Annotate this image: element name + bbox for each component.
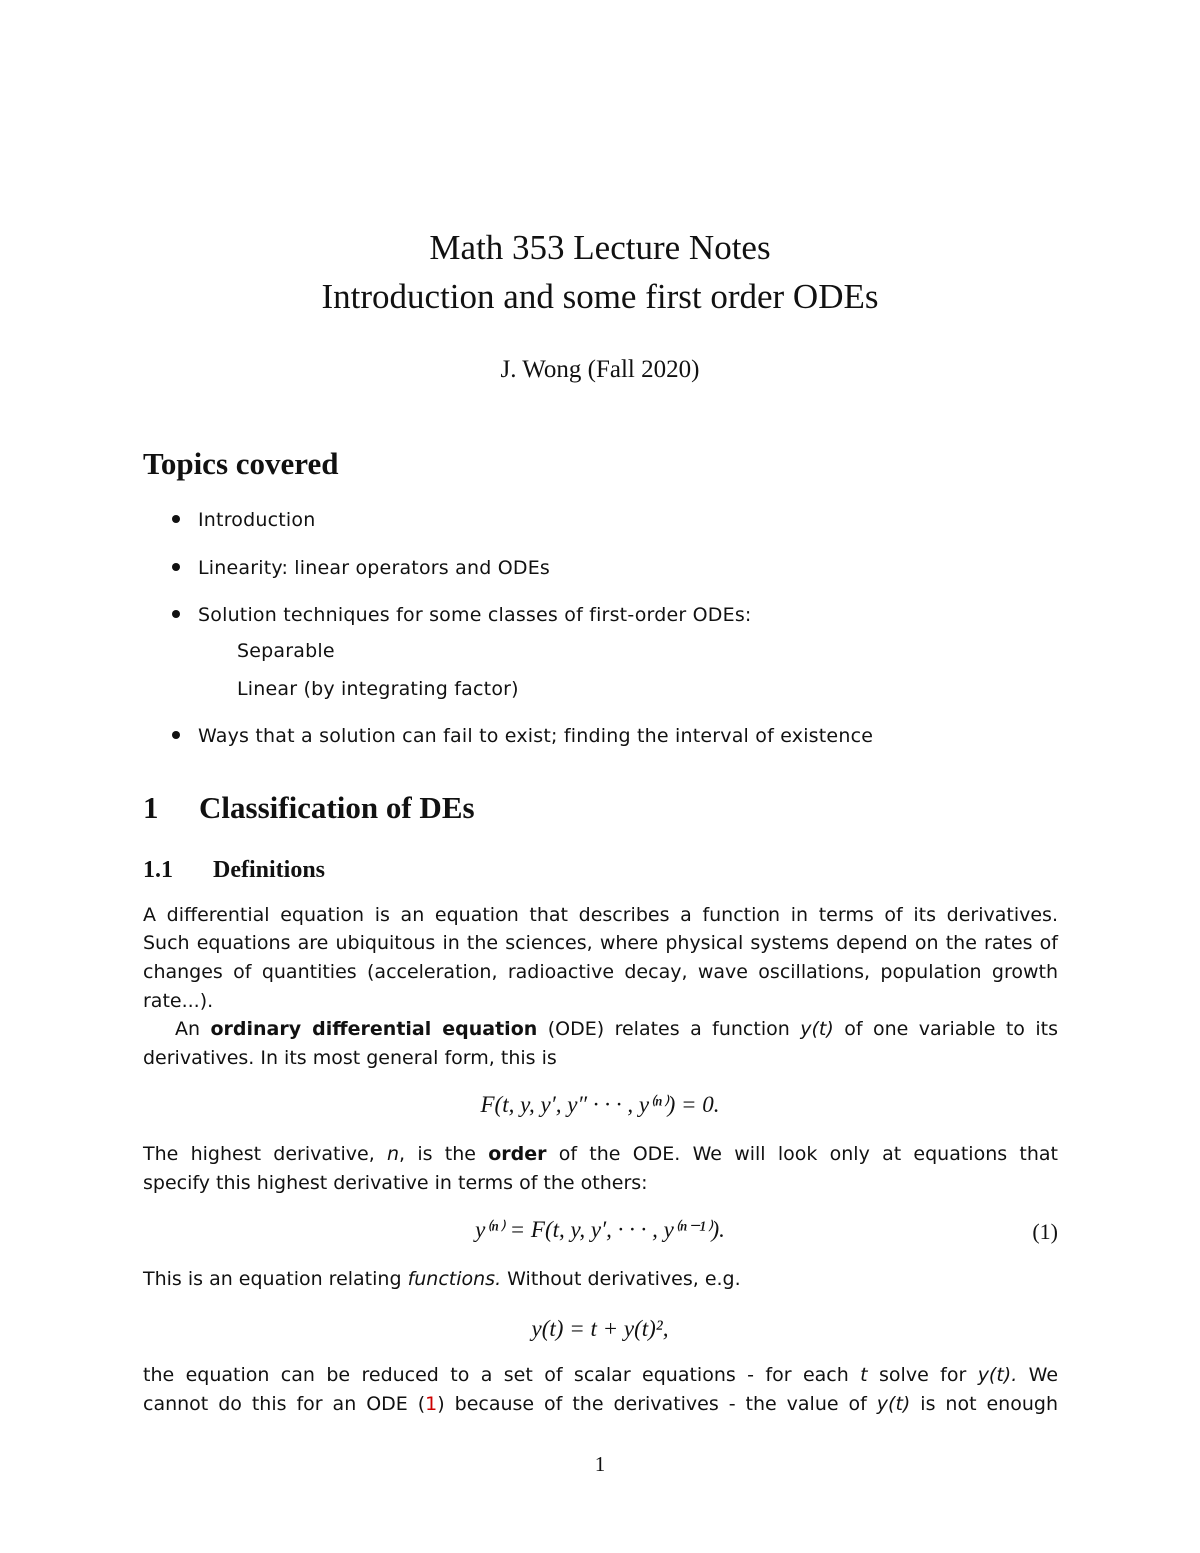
math-inline: y(t) xyxy=(800,1018,834,1040)
paragraph-line: A differential equation is an equation that describes a function in terms of its derivatives. xyxy=(143,904,1058,926)
paragraph-line: Such equations are ubiquitous in the sciences, where physical systems depend on the rates of xyxy=(143,932,1058,954)
subsection-title: Definitions xyxy=(213,857,326,883)
bullet-icon xyxy=(172,563,180,571)
author-line: J. Wong (Fall 2020) xyxy=(500,356,700,383)
topic-item: Solution techniques for some classes of first-order ODEs: xyxy=(172,604,752,626)
paragraph-line: cannot do this for an ODE (1) because of the derivatives - the value of y(t) is not enough xyxy=(143,1393,1058,1415)
math-inline: t xyxy=(860,1364,868,1386)
math-inline: n xyxy=(386,1143,400,1165)
math-inline: y(t). xyxy=(977,1364,1018,1386)
equation-1: y⁽ⁿ⁾ = F(t, y, y′, · · · , y⁽ⁿ⁻¹⁾). xyxy=(475,1217,725,1242)
paragraph-line: rate...). xyxy=(143,990,214,1012)
math-inline: y(t) xyxy=(876,1393,911,1415)
equation-reference-link[interactable]: 1 xyxy=(425,1393,438,1415)
topic-item: Linearity: linear operators and ODEs xyxy=(172,557,550,579)
paragraph-line: derivatives. In its most general form, this is xyxy=(143,1047,557,1069)
topic-item: Introduction xyxy=(172,509,315,531)
bullet-icon xyxy=(172,515,180,523)
page-number: 1 xyxy=(594,1452,606,1476)
paragraph-line: An ordinary differential equation (ODE) relates a function y(t) of one variable to its xyxy=(175,1018,1058,1040)
equation-example: y(t) = t + y(t)², xyxy=(531,1316,669,1341)
emphasis-text: functions. xyxy=(407,1268,502,1290)
paragraph-line: specify this highest derivative in terms of the others: xyxy=(143,1172,648,1194)
topic-subitem: Separable xyxy=(237,640,335,662)
topic-subitem: Linear (by integrating factor) xyxy=(237,678,519,700)
bold-term: ordinary differential equation xyxy=(210,1018,538,1040)
bullet-icon xyxy=(172,610,180,618)
bullet-icon xyxy=(172,731,180,739)
section-heading xyxy=(143,790,475,826)
document-title: Math 353 Lecture Notes xyxy=(429,228,771,267)
section-title: Classification of DEs xyxy=(199,790,475,825)
paragraph-line: changes of quantities (acceleration, radioactive decay, wave oscillations, population growth xyxy=(143,961,1058,983)
topic-item: Ways that a solution can fail to exist; finding the interval of existence xyxy=(172,725,873,747)
topics-heading: Topics covered xyxy=(143,446,339,481)
paragraph-line: The highest derivative, n, is the order of the ODE. We will look only at equations that xyxy=(143,1143,1058,1165)
subsection-number: 1.1 xyxy=(143,857,173,883)
document-subtitle: Introduction and some first order ODEs xyxy=(321,277,879,316)
paragraph-line: the equation can be reduced to a set of scalar equations - for each t solve for y(t). We xyxy=(143,1364,1059,1386)
equation-number: (1) xyxy=(1032,1219,1058,1244)
equation-general: F(t, y, y′, y″ · · · , y⁽ⁿ⁾) = 0. xyxy=(480,1092,720,1117)
subsection-heading xyxy=(143,857,325,884)
section-number: 1 xyxy=(143,790,159,825)
paragraph-line: This is an equation relating functions. Without derivatives, e.g. xyxy=(143,1268,741,1290)
bold-term: order xyxy=(488,1143,547,1165)
